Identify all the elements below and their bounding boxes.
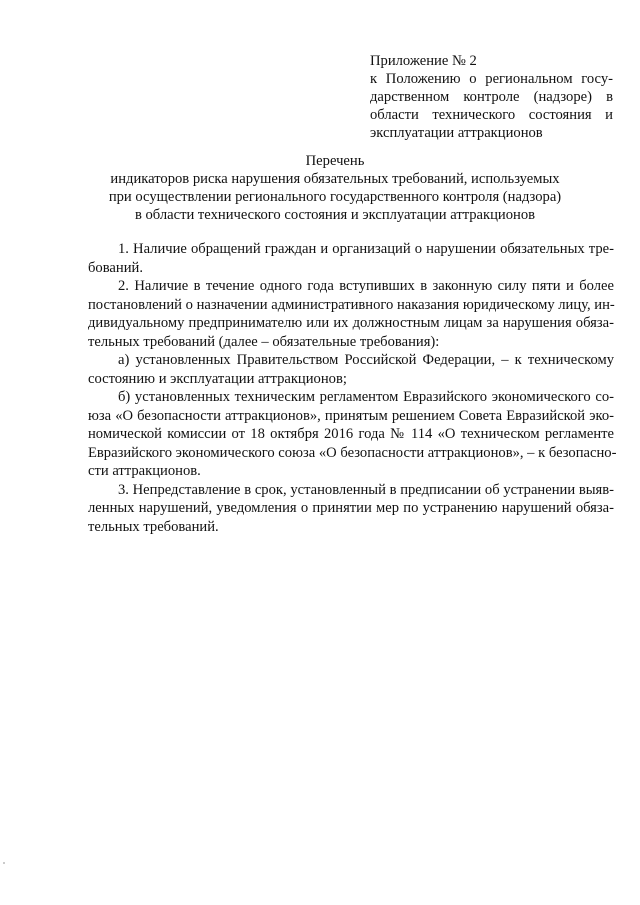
item-3-line: 3. Непредставление в срок, установленный в предписании об устранении выяв- xyxy=(118,481,614,498)
title-heading: Перечень xyxy=(305,153,365,169)
item-2b-line: б) установленных техническим регламентом Евразийского экономического со- xyxy=(118,389,614,405)
item-3-line: ленных нарушений, уведомления о принятии мер по устранению нарушений обяза- xyxy=(88,500,614,516)
item-2b-line: Евразийского экономического союза «О безопасности аттракционов», – к безопасно- xyxy=(88,444,617,461)
item-1-line: 1. Наличие обращений граждан и организаций о нарушении обязательных тре- xyxy=(118,241,614,257)
item-2b-line: юза «О безопасности аттракционов», принятым решением Совета Евразийской эко- xyxy=(88,407,614,424)
title-line: в области технического состояния и эксплуатации аттракционов xyxy=(134,207,536,223)
item-2b-line: сти аттракционов. xyxy=(88,463,201,479)
item-2b-line: номической комиссии от 18 октября 2016 года № 114 «О техническом регламенте xyxy=(88,426,614,442)
item-2-line: 2. Наличие в течение одного года вступивших в законную силу пяти и более xyxy=(118,278,614,294)
item-2a-line: а) установленных Правительством Российской Федерации, – к техническому xyxy=(118,352,614,368)
item-2a-line: состоянию и эксплуатации аттракционов; xyxy=(88,370,347,387)
item-2-line: постановлений о назначении административного наказания юридическому лицу, ин- xyxy=(88,296,615,313)
item-3-line: тельных требований. xyxy=(88,518,219,535)
appendix-reference-line: области технического состояния и xyxy=(370,107,613,123)
item-2-line: тельных требований (далее – обязательные требования): xyxy=(88,333,440,350)
appendix-reference-line: дарственном контроле (надзоре) в xyxy=(370,89,613,105)
appendix-reference-line: к Положению о региональном госу- xyxy=(370,71,613,87)
appendix-number: Приложение № 2 xyxy=(370,53,477,69)
item-2-line: дивидуальному предпринимателю или их должностным лицам за нарушения обяза- xyxy=(88,315,614,331)
document-title xyxy=(70,152,600,224)
item-1-line: бований. xyxy=(88,259,143,276)
document-body xyxy=(88,240,617,536)
title-line: индикаторов риска нарушения обязательных требований, используемых xyxy=(110,171,560,187)
appendix-header xyxy=(370,52,613,142)
title-line: при осуществлении регионального государственного контроля (надзора) xyxy=(108,189,562,205)
scan-artifact xyxy=(3,862,5,864)
appendix-reference-line: эксплуатации аттракционов xyxy=(370,125,543,141)
